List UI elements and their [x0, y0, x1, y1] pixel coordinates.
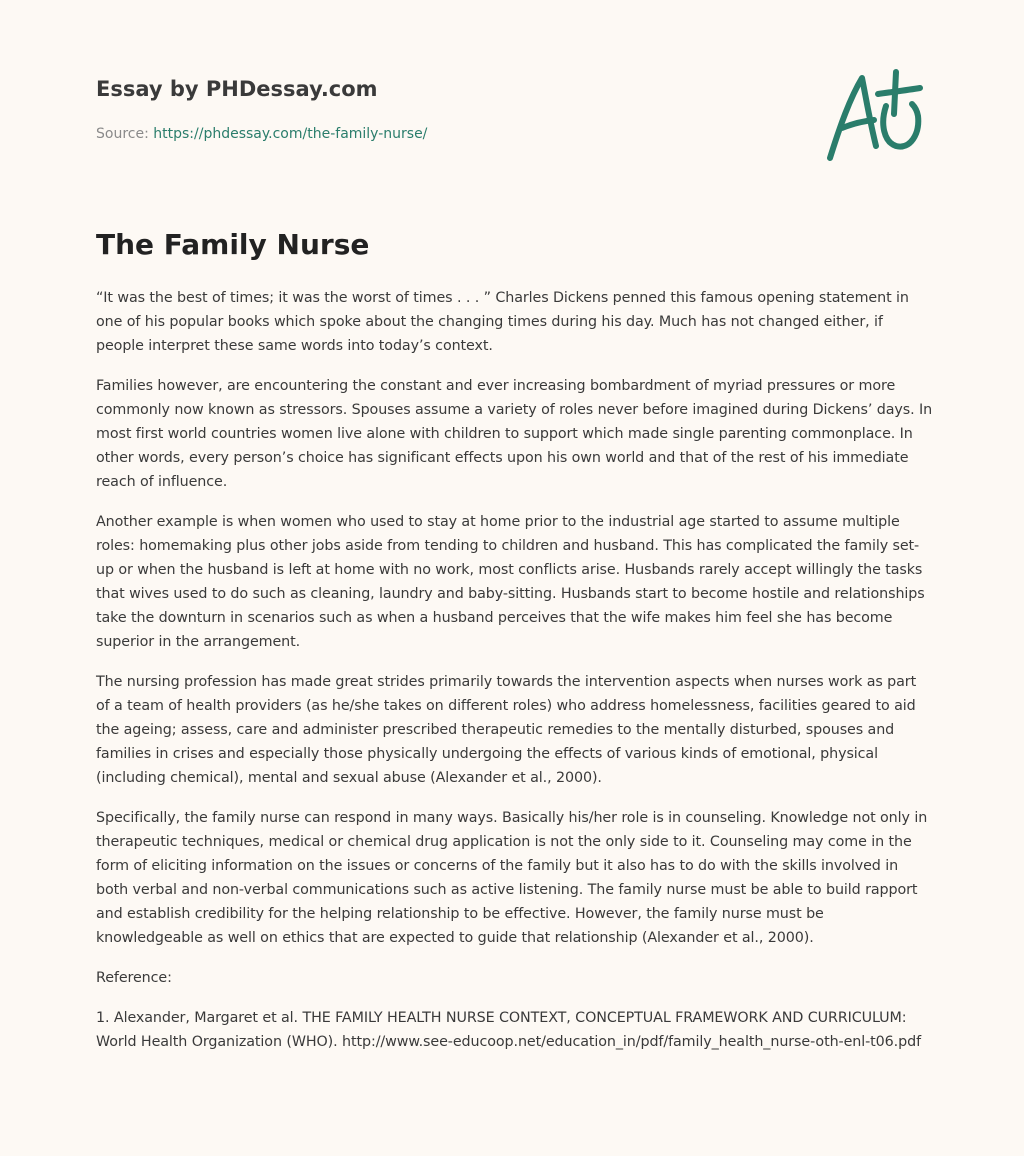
essay-paragraph: Families however, are encountering the constant and ever increasing bombardment of myriad pressures or more commonly now known as stressors. Spouses assume a variety of roles never before imagined during Dickens’ days. In most first world countries women live alone with children to support which made single parenting commonplace. In other words, every person’s choice has significant effects upon his own world and that of the rest of his immediate reach of influence. [96, 378, 933, 490]
essay-paragraph: Specifically, the family nurse can respond in many ways. Basically his/her role is in counseling. Knowledge not only in therapeutic techniques, medical or chemical drug application is not the only side to it. Counseling may come in the form of eliciting information on the issues or concerns of the family but it also has to do with the skills involved in both verbal and non-verbal communications such as active listening. The family nurse must be able to build rapport and establish credibility for the helping relationship to be effective. However, the family nurse must be knowledgeable as well on ethics that are expected to guide that relationship (Alexander et al., 2000). [96, 810, 928, 946]
essay-header [96, 74, 816, 142]
essay-paragraph: The nursing profession has made great strides primarily towards the intervention aspects when nurses work as part of a team of health providers (as he/she takes on different roles) who address homelessness, facilities geared to aid the ageing; assess, care and administer prescribed therapeutic remedies to the mentally disturbed, spouses and families in crises and especially those physically undergoing the effects of various kinds of emotional, physical (including chemical), mental and sexual abuse (Alexander et al., 2000). [96, 674, 917, 786]
source-label: Source: [96, 126, 149, 142]
reference-item: 1. Alexander, Margaret et al. THE FAMILY HEALTH NURSE CONTEXT, CONCEPTUAL FRAMEWORK AND CURRICULUM: World Health Organization (WHO). http://www.see-educoop.net/education_in/pdf/family_health_nurse-oth-enl-t06.pdf [96, 1010, 922, 1050]
essay-paragraph: “It was the best of times; it was the worst of times . . . ” Charles Dickens penned this famous opening statement in one of his popular books which spoke about the changing times during his day. Much has not changed either, if people interpret these same words into today’s context. [96, 290, 909, 354]
source-line [96, 124, 427, 144]
page-title: The Family Nurse [96, 228, 370, 261]
essay-body [96, 286, 934, 1070]
essay-paragraph: Another example is when women who used to stay at home prior to the industrial age started to assume multiple roles: homemaking plus other jobs aside from tending to children and husband. This has complicated the family set-up or when the husband is left at home with no work, most conflicts arise. Husbands rarely accept willingly the tasks that wives used to do such as cleaning, laundry and baby-sitting. Husbands start to become hostile and relationships take the downturn in scenarios such as when a husband perceives that the wife makes him feel she has become superior in the arrangement. [96, 514, 925, 650]
source-link[interactable]: https://phdessay.com/the-family-nurse/ [153, 126, 428, 142]
a-plus-icon [820, 66, 930, 166]
reference-heading: Reference: [96, 970, 172, 986]
site-brand: Essay by PHDessay.com [96, 77, 378, 101]
a-plus-logo-graphic [820, 66, 930, 166]
